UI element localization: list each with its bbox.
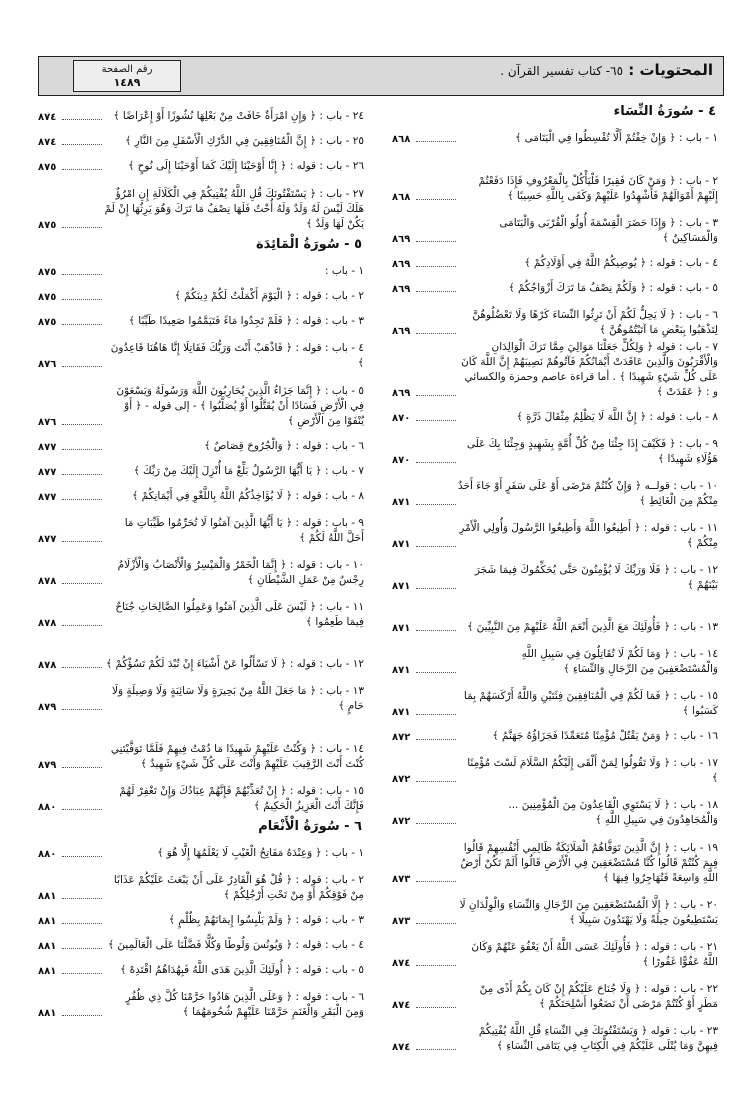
toc-entry-text: ١٠ - باب : قوله : ﴿ إِنَّمَا الْخَمْرُ وَالْمَيْسِرُ وَالْأَنْصَابُ وَالْأَزْلَامُ رِجْسٌ مِنْ عَمَلِ الشَّيْطَانِ ﴾ [117,559,364,586]
toc-entry-page: ٨٧٥ [38,317,57,328]
right-column [392,101,718,1056]
toc-entry [38,863,364,905]
toc-entry-text: ١ - باب : ﴿ وَعِنْدَهُ مَفَاتِحُ الْغَيْبِ لَا يَعْلَمُهَا إِلَّا هُوَ ﴾ [157,847,364,859]
toc-leader-dots [62,474,102,475]
toc-leader-dots [62,324,102,325]
toc-leader-dots [416,923,456,924]
toc-leader-dots [416,630,456,631]
toc-leader-dots [62,299,102,300]
toc-entry-page: ٨٧٢ [392,774,411,785]
toc-entry-page: ٨٦٩ [392,388,411,399]
toc-leader-dots [62,424,102,425]
toc-entry [392,721,718,746]
toc-entry [392,427,718,469]
toc-entry [38,955,364,980]
toc-entry-page: ٨٦٨ [392,134,411,145]
toc-entry-text: ٤ - باب : قوله : ﴿ وَيُونُسَ وَلُوطًا وَكُلًّا فَضَّلْنَا عَلَى الْعَالَمِينَ ﴾ [107,939,364,951]
toc-entry [392,511,718,553]
contents-header [38,56,724,96]
toc-entry-page: ٨٧٥ [38,162,57,173]
toc-entry-page: ٨٨٠ [38,849,57,860]
toc-leader-dots [416,672,456,673]
toc-entry [392,402,718,427]
toc-leader-dots [62,144,102,145]
toc-entry-text: ١٣ - باب : ﴿ فَأُولَئِكَ مَعَ الَّذِينَ أَنْعَمَ اللَّهُ عَلَيْهِمْ مِنَ النَّبِيِّينَ ﴾ [467,621,718,633]
toc-entry-text: ٧ - باب : ﴿ يَا أَيُّهَا الرَّسُولُ بَلِّغْ مَا أُنْزِلَ إِلَيْكَ مِنْ رَبِّكَ ﴾ [133,465,364,477]
toc-leader-dots [416,504,456,505]
toc-entry-page: ٨٧٢ [392,816,411,827]
toc-entry-page: ٨٧٥ [38,220,57,231]
toc-entry-text: ٥ - باب : قوله : ﴿ وَلَكُمْ نِصْفُ مَا تَرَكَ أَزْوَاجُكُمْ ﴾ [508,282,718,294]
toc-entry-text: ٤ - باب : قوله : ﴿ يُوصِيكُمُ اللَّهُ فِي أَوْلَادِكُمْ ﴾ [524,257,718,269]
toc-entry-page: ٨٧٧ [38,467,57,478]
toc-entry-text: ١٢ - باب : قوله : ﴿ لَا تَسْأَلُوا عَنْ أَشْيَاءَ إِنْ تُبْدَ لَكُمْ تَسُؤْكُمْ ﴾ [105,658,364,670]
toc-entry [392,972,718,1014]
surah-heading-anam: ٦ - سُورَةُ الْأَنْعَام [258,819,362,834]
toc-entry-page: ٨٦٩ [392,326,411,337]
toc-entry [392,930,718,972]
toc-leader-dots [416,714,456,715]
surah-heading-maida: ٥ - سُورَةُ الْمَائِدَة [255,237,362,252]
toc-entry [392,830,718,888]
toc-leader-dots [62,948,102,949]
toc-entry-text: ١٤ - باب : ﴿ وَكُنْتُ عَلَيْهِمْ شَهِيدًا مَا دُمْتُ فِيهِمْ فَلَمَّا تَوَفَّيْتَنِي كُنْتَ أَنْتَ الرَّقِيبَ عَلَيْهِمْ وَأَنْتَ عَلَى كُلِّ شَيْءٍ شَهِيدٌ ﴾ [110,743,364,770]
toc-leader-dots [416,462,456,463]
toc-entry-text: ٧ - باب : قوله ﴿ وَلِكُلٍّ جَعَلْنَا مَوَالِيَ مِمَّا تَرَكَ الْوَالِدَانِ وَالْأَقْرَبُونَ وَالَّذِينَ عَاقَدَتْ أَيْمَانُكُمْ فَآتُوهُمْ نَصِيبَهُمْ إِنَّ اللَّهَ كَانَ عَلَى كُلِّ شَيْءٍ شَهِيدًا ﴾ . أما قراءة عاصم وحمزة والكسائي و : ﴿ عَقَدَتْ ﴾ [461,341,718,398]
toc-entry-page: ٨٧١ [392,581,411,592]
toc-entry-text: ٣ - باب : ﴿ وَإِذَا حَضَرَ الْقِسْمَةَ أُولُو الْقُرْبَى وَالْيَتَامَى وَالْمَسَاكِينُ ﴾ [499,217,718,244]
toc-entry [38,905,364,930]
toc-leader-dots [416,291,456,292]
toc-entry [38,256,364,281]
toc-entry [392,273,718,298]
toc-entry [38,930,364,955]
toc-entry-text: ١٤ - باب : ﴿ وَمَا لَكُمْ لَا تُقَاتِلُونَ فِي سَبِيلِ اللَّهِ وَالْمُسْتَضْعَفِينَ مِنَ الرِّجَالِ وَالنِّسَاءِ ﴾ [521,648,718,675]
toc-entry-page: ٨٧٧ [38,492,57,503]
toc-entry-text: ٦ - باب : قوله : ﴿ وَعَلَى الَّذِينَ هَادُوا حَرَّمْنَا كُلَّ ذِي ظُفُرٍ وَمِنَ الْبَقَرِ وَالْغَنَمِ حَرَّمْنَا عَلَيْهِمْ شُحُومَهُمَا ﴾ [125,991,364,1018]
toc-entry-page: ٨٧٥ [38,267,57,278]
surah-heading-nisa: ٤ - سُورَةُ النِّسَاء [613,104,716,119]
toc-leader-dots [62,274,102,275]
toc-entry-page: ٨٧١ [392,665,411,676]
toc-entry-page: ٨٧٤ [392,1042,411,1053]
toc-leader-dots [62,119,102,120]
toc-entry-text: ٢١ - باب : قوله : ﴿ فَأُولَئِكَ عَسَى اللَّهُ أَنْ يَعْفُوَ عَنْهُمْ وَكَانَ اللَّهُ عَفُوًّا غَفُورًا ﴾ [471,941,718,968]
toc-entry-page: ٨٧٠ [392,413,411,424]
toc-leader-dots [416,739,456,740]
toc-entry-text: ١٥ - باب : ﴿ فَمَا لَكُمْ فِي الْمُنَافِقِينَ فِئَتَيْنِ وَاللَّهُ أَرْكَسَهُمْ بِمَا كَسَبُوا ﴾ [463,690,718,717]
toc-entry-text: ٢٤ - باب : ﴿ وَإِنِ امْرَأَةٌ خَافَتْ مِنْ بَعْلِهَا نُشُوزًا أَوْ إِعْرَاضًا ﴾ [113,110,364,122]
toc-leader-dots [416,199,456,200]
toc-leader-dots [62,923,102,924]
toc-entry [38,774,364,816]
toc-entry-text: ٢٣ - باب : قوله ﴿ وَيَسْتَفْتُونَكَ فِي النِّسَاءِ قُلِ اللَّهُ يُفْتِيكُمْ فِيهِنَّ وَمَا يُتْلَى عَلَيْكُمْ فِي الْكِتَابِ فِي يَتَامَى النِّسَاءِ ﴾ [478,1025,718,1052]
toc-entry-text: ٩ - باب : قوله : ﴿ يَا أَيُّهَا الَّذِينَ آمَنُوا لَا تُحَرِّمُوا طَيِّبَاتِ مَا أَحَلَّ اللَّهُ لَكُمْ ﴾ [124,517,364,544]
toc-entry [392,123,718,148]
toc-leader-dots [416,420,456,421]
toc-entry [38,281,364,306]
toc-entry-page: ٨٧٥ [38,292,57,303]
toc-entry-page: ٨٨١ [38,916,57,927]
toc-leader-dots [62,169,102,170]
toc-leader-dots [416,395,456,396]
toc-entry-text: ١ - باب : ﴿ وَإِنْ خِفْتُمْ أَلَّا تُقْسِطُوا فِي الْيَتَامَى ﴾ [515,132,718,144]
toc-entry-text: ٢٦ - باب : قوله : ﴿ إِنَّا أَوْحَيْنَا إِلَيْكَ كَمَا أَوْحَيْنَا إِلَى نُوحٍ ﴾ [128,160,364,172]
toc-entry [392,148,718,206]
toc-leader-dots [62,1015,102,1016]
toc-entry-text: ١٦ - باب : ﴿ وَمَنْ يَقْتُلْ مُؤْمِنًا مُتَعَمِّدًا فَجَزَاؤُهُ جَهَنَّمُ ﴾ [492,730,718,742]
toc-leader-dots [62,767,102,768]
toc-entry-text: ١ - باب : [325,265,364,277]
toc-entry [38,632,364,674]
toc-entry-text: ٩ - باب : ﴿ فَكَيْفَ إِذَا جِئْنَا مِنْ كُلِّ أُمَّةٍ بِشَهِيدٍ وَجِئْنَا بِكَ عَلَى هَؤُلَاءِ شَهِيدًا ﴾ [466,438,718,465]
toc-entry-page: ٨٧١ [392,623,411,634]
toc-entry-page: ٨٧٦ [38,417,57,428]
toc-leader-dots [416,141,456,142]
toc-entry [38,151,364,176]
toc-entry [38,373,364,431]
toc-entry [38,431,364,456]
toc-leader-dots [62,667,102,668]
toc-entry-text: ١٣ - باب : ﴿ مَا جَعَلَ اللَّهُ مِنْ بَحِيرَةٍ وَلَا سَائِبَةٍ وَلَا وَصِيلَةٍ وَلَا حَامٍ ﴾ [112,685,364,712]
toc-leader-dots [416,965,456,966]
toc-entry [392,340,718,402]
toc-entry-text: ١٨ - باب : ﴿ لَا يَسْتَوِي الْقَاعِدُونَ مِنَ الْمُؤْمِنِينَ ... وَالْمُجَاهِدُونَ فِي سَبِيلِ اللَّهِ ﴾ [508,799,718,826]
toc-leader-dots [416,266,456,267]
toc-entry-text: ٨ - باب : قوله : ﴿ لَا يُؤَاخِذُكُمُ اللَّهُ بِاللَّغْوِ فِي أَيْمَانِكُمْ ﴾ [132,490,364,502]
toc-entry [392,206,718,248]
toc-entry-text: ٢ - باب : قوله : ﴿ الْيَوْمَ أَكْمَلْتُ لَكُمْ دِينَكُمْ ﴾ [174,290,364,302]
toc-entry-page: ٨٧٢ [392,732,411,743]
toc-entry-page: ٨٧١ [392,707,411,718]
toc-entry [392,746,718,788]
toc-leader-dots [62,449,102,450]
toc-entry-text: ٥ - باب : قوله : ﴿ أُولَئِكَ الَّذِينَ هَدَى اللَّهُ فَبِهُدَاهُمُ اقْتَدِهْ ﴾ [120,964,364,976]
toc-entry-page: ٨٧٦ [38,359,57,370]
toc-leader-dots [416,546,456,547]
left-column-items-maida [38,256,364,816]
toc-entry [392,1014,718,1056]
page-number-label: رقم الصفحة [101,64,153,75]
toc-entry [38,674,364,716]
page-number-value: ١٤٨٩ [113,76,141,89]
toc-leader-dots [416,1007,456,1008]
left-column [38,101,364,1022]
toc-entry-page: ٨٨١ [38,891,57,902]
toc-entry-page: ٨٧٧ [38,534,57,545]
header-subtitle: ٦٥- كتاب تفسير القرآن . [500,64,624,78]
toc-entry [392,298,718,340]
toc-entry-page: ٨٧٧ [38,442,57,453]
toc-entry-page: ٨٦٨ [392,192,411,203]
toc-leader-dots [416,1049,456,1050]
toc-entry [38,590,364,632]
toc-entry-page: ٨٧٩ [38,760,57,771]
toc-entry [38,548,364,590]
toc-leader-dots [62,499,102,500]
toc-entry-text: ٢٠ - باب : ﴿ إِلَّا الْمُسْتَضْعَفِينَ مِنَ الرِّجَالِ وَالنِّسَاءِ وَالْوِلْدَانِ لَا يَسْتَطِيعُونَ حِيلَةً وَلَا يَهْتَدُونَ سَبِيلًا ﴾ [459,899,718,926]
toc-entry-page: ٨٧٤ [392,1000,411,1011]
header-title-main: المحتويات : [628,61,713,79]
right-column-items [392,123,718,1056]
toc-entry [38,126,364,151]
toc-entry-text: ٨ - باب : قوله : ﴿ إِنَّ اللَّهَ لَا يَظْلِمُ مِثْقَالَ ذَرَّةٍ ﴾ [516,411,718,423]
left-column-items-anam [38,838,364,1022]
toc-entry-text: ٦ - باب : قوله : ﴿ وَالْجُرُوحَ قِصَاصٌ ﴾ [204,440,364,452]
toc-entry-text: ٣ - باب : قوله : ﴿ فَلَمْ تَجِدُوا مَاءً فَتَيَمَّمُوا صَعِيدًا طَيِّبًا ﴾ [128,315,364,327]
toc-entry-page: ٨٧٨ [38,618,57,629]
toc-entry [392,469,718,511]
toc-leader-dots [62,541,102,542]
toc-entry-text: ٢ - باب : قوله : ﴿ قُلْ هُوَ الْقَادِرُ عَلَى أَنْ يَبْعَثَ عَلَيْكُمْ عَذَابًا مِنْ فَوْقِكُمْ أَوْ مِنْ تَحْتِ أَرْجُلِكُمْ ﴾ [113,874,364,901]
toc-entry-page: ٨٧٩ [38,702,57,713]
toc-entry [38,506,364,548]
toc-leader-dots [416,241,456,242]
toc-entry [38,980,364,1022]
toc-entry-text: ١٥ - باب : قوله : ﴿ إِنْ تُعَذِّبْهُمْ فَإِنَّهُمْ عِبَادُكَ وَإِنْ تَغْفِرْ لَهُمْ فَإِنَّكَ أَنْتَ الْعَزِيزُ الْحَكِيمُ ﴾ [119,785,364,812]
left-column-items-top [38,101,364,234]
toc-entry-text: ١٢ - باب : ﴿ فَلَا وَرَبِّكَ لَا يُؤْمِنُونَ حَتَّى يُحَكِّمُوكَ فِيمَا شَجَرَ بَيْنَهُمْ ﴾ [474,564,718,591]
toc-leader-dots [62,856,102,857]
toc-entry-text: ٢٥ - باب : ﴿ إِنَّ الْمُنَافِقِينَ فِي الدَّرْكِ الْأَسْفَلِ مِنَ النَّارِ ﴾ [125,135,364,147]
toc-entry-page: ٨٧١ [392,497,411,508]
toc-entry [392,788,718,830]
toc-entry [38,716,364,774]
toc-entry [38,456,364,481]
toc-entry-text: ٢٢ - باب : قوله : ﴿ وَلَا جُنَاحَ عَلَيْكُمْ إِنْ كَانَ بِكُمْ أَذًى مِنْ مَطَرٍ أَوْ كُنْتُمْ مَرْضَى أَنْ تَضَعُوا أَسْلِحَتَكُمْ ﴾ [479,983,718,1010]
toc-entry-page: ٨٧٤ [38,112,57,123]
toc-entry [392,553,718,595]
toc-entry [38,176,364,234]
toc-leader-dots [416,881,456,882]
toc-entry-page: ٨٧٤ [38,137,57,148]
toc-leader-dots [62,973,102,974]
toc-entry-page: ٨٧٨ [38,660,57,671]
toc-entry-page: ٨٧١ [392,539,411,550]
toc-entry-page: ٨٨١ [38,1008,57,1019]
toc-entry [392,637,718,679]
toc-entry [38,481,364,506]
toc-entry-text: ٢ - باب : ﴿ وَمَنْ كَانَ فَقِيرًا فَلْيَأْكُلْ بِالْمَعْرُوفِ فَإِذَا دَفَعْتُمْ إِلَيْهِمْ أَمْوَالَهُمْ فَأَشْهِدُوا عَلَيْهِمْ وَكَفَى بِاللَّهِ حَسِيبًا ﴾ [478,175,718,202]
toc-entry-text: ١٠ - باب : قولــه ﴿ وَإِنْ كُنْتُمْ مَرْضَى أَوْ عَلَى سَفَرٍ أَوْ جَاءَ أَحَدٌ مِنْكُمْ مِنَ الْغَائِطِ ﴾ [458,480,718,507]
toc-leader-dots [62,625,102,626]
toc-entry-page: ٨٧٣ [392,916,411,927]
toc-entry-text: ٥ - باب : ﴿ إِنَّمَا جَزَاءُ الَّذِينَ يُحَارِبُونَ اللَّهَ وَرَسُولَهُ وَيَسْعَوْنَ فِي الْأَرْضِ فَسَادًا أَنْ يُقَتَّلُوا أَوْ يُصَلَّبُوا ﴾ - إلى قوله - ﴿ أَوْ يُنْفَوْا مِنَ الْأَرْضِ ﴾ [116,385,364,427]
toc-entry [392,248,718,273]
toc-leader-dots [62,366,102,367]
toc-entry-page: ٨٨١ [38,941,57,952]
toc-leader-dots [62,227,102,228]
toc-entry-page: ٨٧٤ [392,958,411,969]
toc-entry-page: ٨٨٠ [38,802,57,813]
toc-entry-text: ١٧ - باب : ﴿ وَلَا تَقُولُوا لِمَنْ أَلْقَى إِلَيْكُمُ السَّلَامَ لَسْتَ مُؤْمِنًا ﴾ [467,757,718,784]
toc-leader-dots [416,823,456,824]
toc-entry-text: ٢٧ - باب : ﴿ يَسْتَفْتُونَكَ قُلِ اللَّهُ يُفْتِيكُمْ فِي الْكَلَالَةِ إِنِ امْرُؤٌ هَلَكَ لَيْسَ لَهُ وَلَدٌ وَلَهُ أُخْتٌ فَلَهَا نِصْفُ مَا تَرَكَ وَهُوَ يَرِثُهَا إِنْ لَمْ يَكُنْ لَهَا وَلَدٌ ﴾ [104,188,364,230]
toc-entry-page: ٨٨١ [38,966,57,977]
toc-entry [392,679,718,721]
toc-entry [392,888,718,930]
toc-entry-page: ٨٧٠ [392,455,411,466]
toc-entry [38,838,364,863]
toc-entry-text: ١١ - باب : ﴿ لَيْسَ عَلَى الَّذِينَ آمَنُوا وَعَمِلُوا الصَّالِحَاتِ جُنَاحٌ فِيمَا طَعِمُوا ﴾ [115,601,364,628]
toc-entry-text: ١١ - باب : قوله : ﴿ أَطِيعُوا اللَّهَ وَأَطِيعُوا الرَّسُولَ وَأُولِي الْأَمْرِ مِنْكُمْ ﴾ [459,522,718,549]
toc-entry-page: ٨٧٨ [38,576,57,587]
toc-leader-dots [62,898,102,899]
toc-leader-dots [62,583,102,584]
toc-leader-dots [416,781,456,782]
header-title [500,61,713,79]
toc-entry-text: ٣ - باب : قوله : ﴿ وَلَمْ يَلْبِسُوا إِيمَانَهُمْ بِظُلْمٍ ﴾ [168,914,364,926]
toc-entry [38,306,364,331]
toc-leader-dots [62,809,102,810]
toc-entry-page: ٨٦٩ [392,259,411,270]
toc-leader-dots [62,709,102,710]
page-number-box [73,60,181,92]
toc-leader-dots [416,333,456,334]
toc-entry-page: ٨٦٩ [392,234,411,245]
toc-entry-text: ٦ - باب : ﴿ لَا يَحِلُّ لَكُمْ أَنْ تَرِثُوا النِّسَاءَ كَرْهًا وَلَا تَعْضُلُوهُنَّ لِتَذْهَبُوا بِبَعْضِ مَا آتَيْتُمُوهُنَّ ﴾ [472,309,718,336]
toc-entry-page: ٨٦٩ [392,284,411,295]
toc-leader-dots [416,588,456,589]
toc-entry-text: ٤ - باب : قوله : ﴿ فَاذْهَبْ أَنْتَ وَرَبُّكَ فَقَاتِلَا إِنَّا هَاهُنَا قَاعِدُونَ ﴾ [110,342,364,369]
toc-entry [38,101,364,126]
toc-entry [392,595,718,637]
toc-entry-text: ١٩ - باب : ﴿ إِنَّ الَّذِينَ تَوَفَّاهُمُ الْمَلَائِكَةُ ظَالِمِي أَنْفُسِهِمْ قَالُوا فِيمَ كُنْتُمْ قَالُوا كُنَّا مُسْتَضْعَفِينَ فِي الْأَرْضِ قَالُوا أَلَمْ تَكُنْ أَرْضُ اللَّهِ وَاسِعَةً فَتُهَاجِرُوا فِيهَا ﴾ [460,842,718,884]
toc-entry-page: ٨٧٣ [392,874,411,885]
toc-entry [38,331,364,373]
